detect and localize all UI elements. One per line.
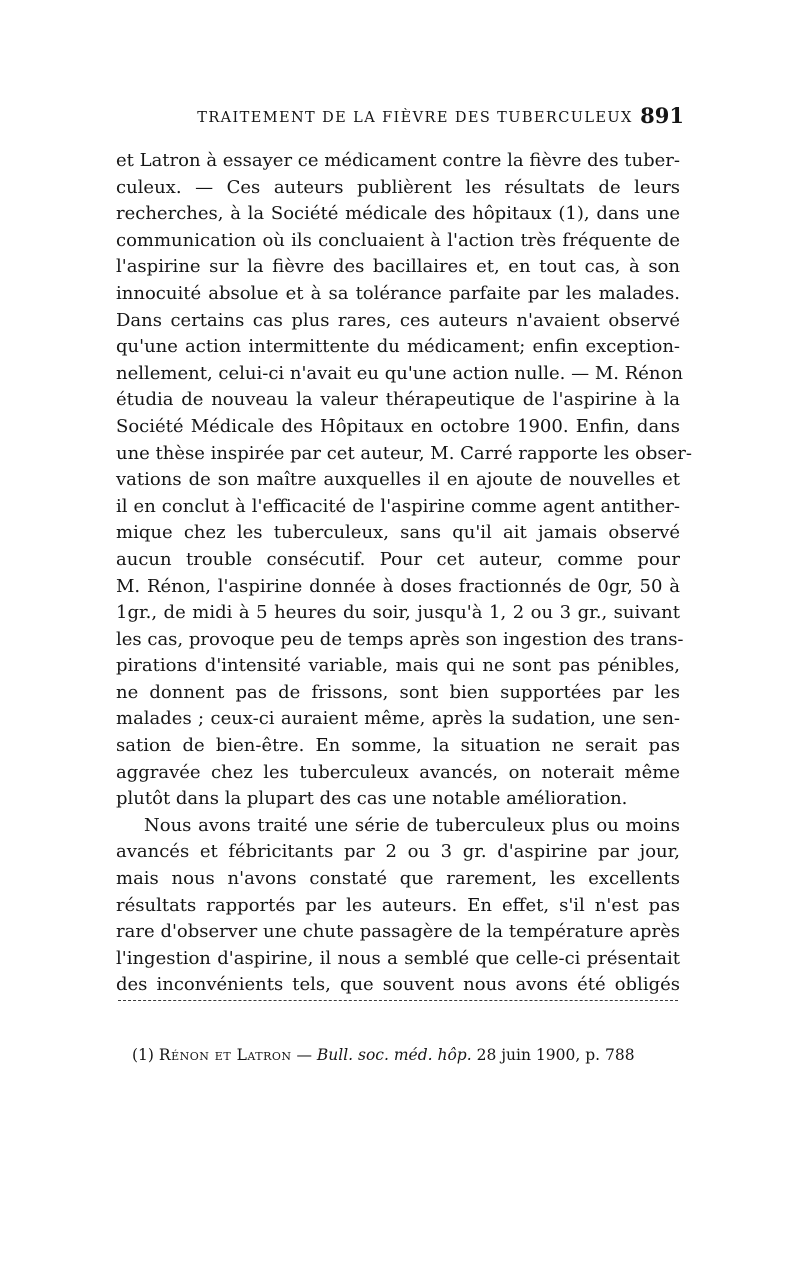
text-line: ne donnent pas de frissons, sont bien supportées par les [116, 681, 680, 703]
text-line: aggravée chez les tuberculeux avancés, on noterait même [116, 761, 680, 783]
text-line: malades ; ceux-ci auraient même, après la sudation, une sen- [116, 708, 680, 730]
text-line: M. Rénon, l'aspirine donnée à doses fractionnés de 0gr, 50 à [116, 575, 680, 597]
text-line: résultats rapportés par les auteurs. En effet, s'il n'est pas [116, 894, 680, 916]
text-line: innocuité absolue et à sa tolérance parfaite par les malades. [116, 282, 680, 304]
page-number: 891 [640, 103, 684, 128]
text-line: pirations d'intensité variable, mais qui ne sont pas pénibles, [116, 655, 680, 677]
body-text [116, 148, 692, 999]
text-line: sation de bien-être. En somme, la situation ne serait pas [116, 735, 680, 757]
footnote [132, 1046, 692, 1064]
text-line: communication où ils concluaient à l'action très fréquente de [116, 229, 680, 251]
running-title: TRAITEMENT DE LA FIÈVRE DES TUBERCULEUX [197, 110, 633, 126]
text-line: mique chez les tuberculeux, sans qu'il ait jamais observé [116, 522, 680, 544]
paragraph-start-line: Nous avons traité une série de tuberculeux plus ou moins [144, 814, 680, 836]
text-line: il en conclut à l'efficacité de l'aspirine comme agent antither- [116, 495, 680, 517]
text-line: vations de son maître auxquelles il en ajoute de nouvelles et [116, 469, 680, 491]
text-line: Société Médicale des Hôpitaux en octobre 1900. Enfin, dans [116, 415, 680, 437]
footnote-date: 28 juin 1900, p. 788 [476, 1046, 635, 1064]
text-line: et Latron à essayer ce médicament contre la fièvre des tuber- [116, 150, 680, 171]
text-line: nellement, celui-ci n'avait eu qu'une action nulle. — M. Rénon [116, 362, 683, 384]
text-line: l'ingestion d'aspirine, il nous a semblé que celle-ci présentait [116, 947, 680, 969]
footnote-marker: (1) [132, 1046, 154, 1064]
text-line: culeux. — Ces auteurs publièrent les résultats de leurs [116, 176, 680, 198]
text-line: l'aspirine sur la fièvre des bacillaires et, en tout cas, à son [116, 256, 680, 278]
text-line: recherches, à la Société médicale des hôpitaux (1), dans une [116, 203, 680, 225]
footnote-dash: — [296, 1046, 312, 1064]
text-line: rare d'observer une chute passagère de la température après [116, 921, 680, 943]
text-line: des inconvénients tels, que souvent nous avons été obligés [116, 974, 680, 996]
paragraph-end-line: plutôt dans la plupart des cas une notable amélioration. [116, 788, 628, 810]
text-line: 1gr., de midi à 5 heures du soir, jusqu'à 1, 2 ou 3 gr., suivant [116, 602, 680, 624]
text-line: étudia de nouveau la valeur thérapeutique de l'aspirine à la [116, 389, 680, 411]
footnote-journal: Bull. soc. méd. hôp. [316, 1046, 472, 1064]
text-line: aucun trouble consécutif. Pour cet auteur, comme pour [116, 548, 680, 570]
text-line: mais nous n'avons constaté que rarement, les excellents [116, 868, 680, 890]
text-line: qu'une action intermittente du médicament; enfin exception- [116, 336, 680, 358]
text-line: avancés et fébricitants par 2 ou 3 gr. d'aspirine par jour, [116, 841, 680, 863]
footnote-divider [118, 1000, 678, 1001]
text-line: Dans certains cas plus rares, ces auteurs n'avaient observé [116, 309, 680, 331]
footnote-authors: Rénon et Latron [158, 1046, 292, 1064]
text-line: une thèse inspirée par cet auteur, M. Carré rapporte les obser- [116, 442, 692, 464]
text-line: les cas, provoque peu de temps après son ingestion des trans- [116, 628, 684, 650]
